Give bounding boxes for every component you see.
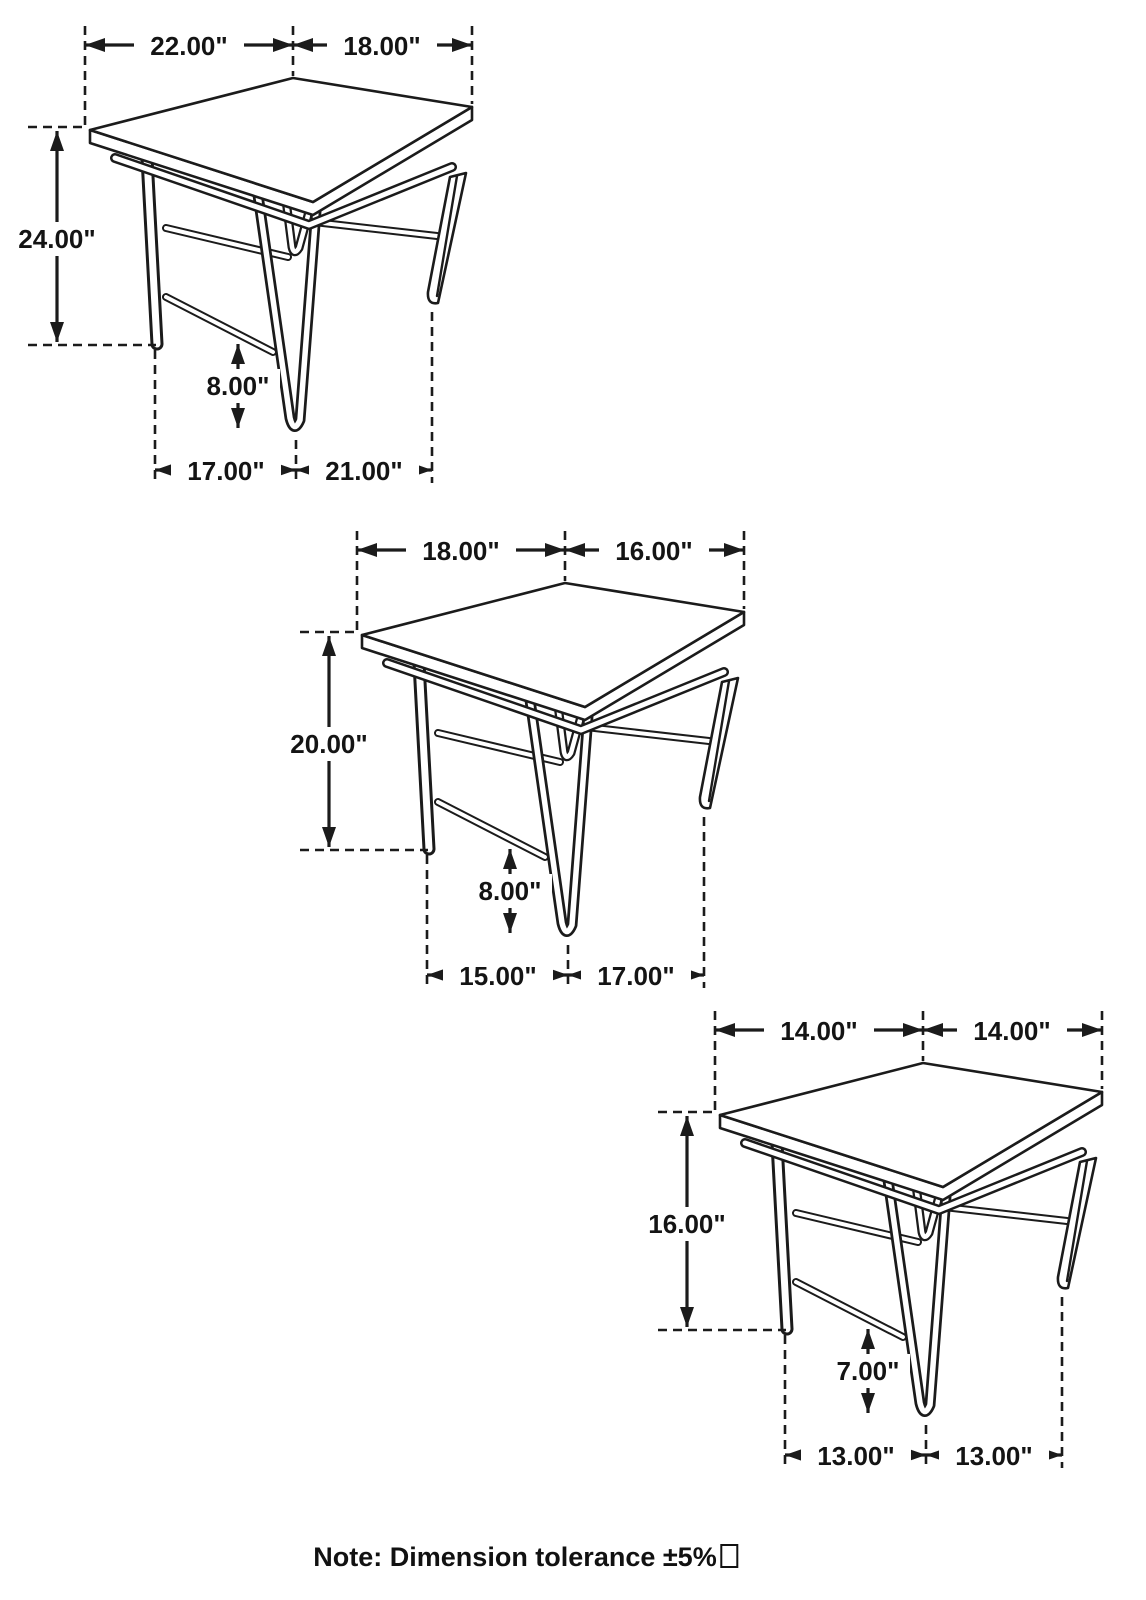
dim-label-small-base-width: 13.00" <box>817 1441 895 1471</box>
dim-label-medium-base-depth: 17.00" <box>597 961 675 991</box>
dim-label-large-height: 24.00" <box>18 224 96 254</box>
tolerance-note <box>313 1542 738 1573</box>
dim-label-medium-shelf-height: 8.00" <box>478 876 542 906</box>
dim-label-large-base-depth: 21.00" <box>325 456 403 486</box>
dim-label-large-shelf-height: 8.00" <box>206 371 270 401</box>
dim-label-small-top-width: 14.00" <box>780 1016 858 1046</box>
dim-label-small-height: 16.00" <box>648 1209 726 1239</box>
dim-label-medium-top-depth: 16.00" <box>615 536 693 566</box>
table-small-diagram <box>639 1011 1102 1473</box>
table-large-diagram <box>9 26 472 488</box>
dim-label-large-top-width: 22.00" <box>150 31 228 61</box>
dim-label-small-base-depth: 13.00" <box>955 1441 1033 1471</box>
dim-label-small-shelf-height: 7.00" <box>836 1356 900 1386</box>
table-medium-diagram <box>281 531 744 993</box>
missing-glyph-box <box>721 1544 739 1568</box>
dim-label-large-top-depth: 18.00" <box>343 31 421 61</box>
dim-label-medium-top-width: 18.00" <box>422 536 500 566</box>
dim-label-medium-height: 20.00" <box>290 729 368 759</box>
dim-label-small-top-depth: 14.00" <box>973 1016 1051 1046</box>
tolerance-note-text: Note: Dimension tolerance ±5% <box>313 1542 717 1572</box>
dim-label-large-base-width: 17.00" <box>187 456 265 486</box>
dim-label-medium-base-width: 15.00" <box>459 961 537 991</box>
